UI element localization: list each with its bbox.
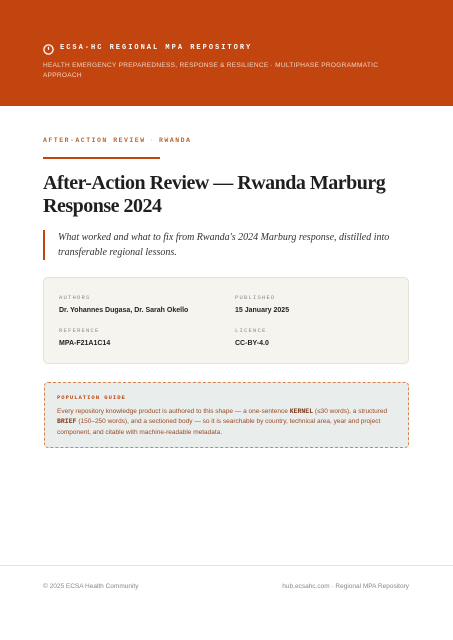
footer-copyright: © 2025 ECSA Health Community: [43, 583, 139, 590]
reference-label: REFERENCE: [59, 327, 100, 334]
authors-value: Dr. Yohannes Dugasa, Dr. Sarah Okello: [59, 307, 189, 314]
published-value: 15 January 2025: [235, 307, 290, 314]
guide-text-part: (150–250 words), and a sectioned body — so it is searchable by country, technical area, year and project component, and citable with machine-readable metadata.: [57, 418, 381, 436]
guide-text-part: Every repository knowledge product is authored to this shape — a one-sentence: [57, 408, 290, 415]
published-field: [235, 294, 289, 314]
site-header: [0, 0, 453, 106]
summary-dek: What worked and what to fix from Rwanda's 2024 Marburg response, distilled into transferable regional lessons.: [43, 230, 395, 260]
brand-name: ECSA-HC REGIONAL MPA REPOSITORY: [60, 43, 253, 52]
licence-value: CC-BY-4.0: [235, 340, 269, 347]
brand[interactable]: [43, 42, 252, 53]
guide-text-part: (≤30 words), a structured: [313, 408, 388, 415]
authors-label: AUTHORS: [59, 294, 91, 301]
document-country: RWANDA: [159, 137, 192, 144]
reference-field: [59, 327, 110, 347]
footer-divider: [0, 565, 453, 566]
document-type-eyebrow: [43, 137, 191, 144]
title-accent-rule: [43, 157, 160, 159]
published-label: PUBLISHED: [235, 294, 276, 301]
kernel-term: KERNEL: [289, 408, 314, 415]
document-type: AFTER-ACTION REVIEW: [43, 137, 146, 144]
eyebrow-separator: ·: [149, 137, 156, 144]
population-guide-callout: [44, 382, 409, 448]
reference-value: MPA-F21A1C14: [59, 340, 111, 347]
clock-icon: [43, 42, 54, 53]
population-guide-title: POPULATION GUIDE: [57, 394, 126, 401]
population-guide-text: [57, 407, 396, 438]
footer-site-link[interactable]: hub.ecsahc.com · Regional MPA Repository: [282, 583, 409, 590]
header-tagline: HEALTH EMERGENCY PREPAREDNESS, RESPONSE & RESILIENCE · MULTIPHASE PROGRAMMATIC APPROACH: [43, 62, 379, 79]
authors-field: [59, 294, 188, 314]
metadata-card: [43, 277, 409, 364]
brief-term: BRIEF: [57, 418, 77, 426]
page-title: After-Action Review — Rwanda Marburg Response 2024: [43, 172, 386, 217]
licence-field: [235, 327, 269, 347]
licence-label: LICENCE: [235, 327, 267, 334]
